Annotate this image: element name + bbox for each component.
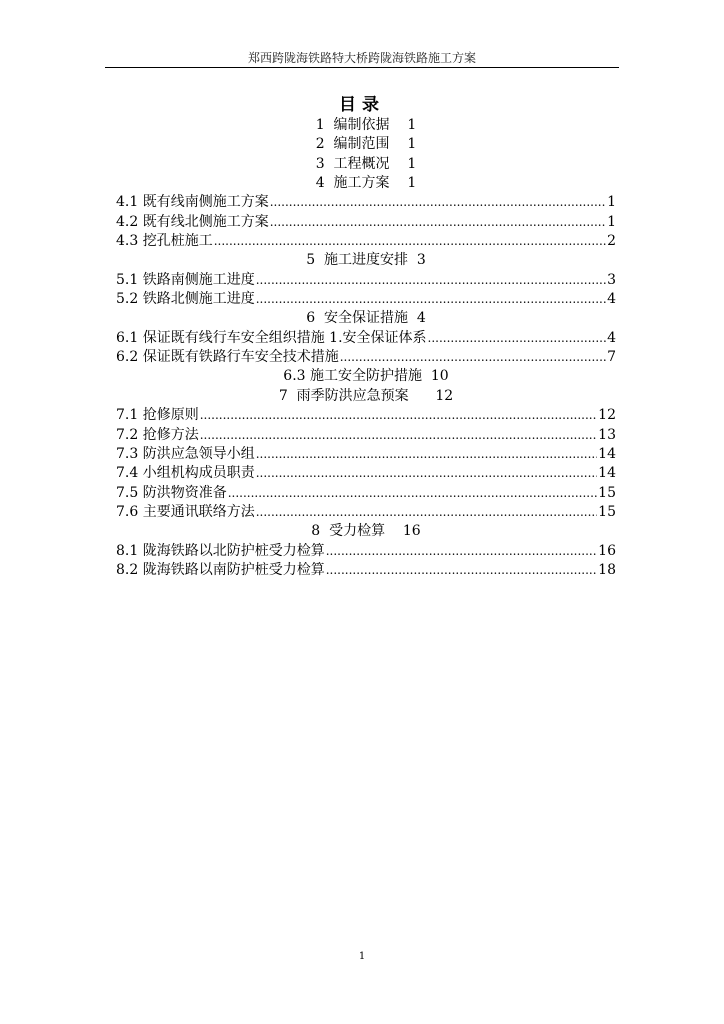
toc-section-heading[interactable]: 6.3 施工安全防护措施 10 [283,368,449,385]
toc-dot-leader [270,213,606,232]
toc-entry-page: 14 [598,445,616,462]
toc-entry-page: 1 [607,194,616,211]
toc-entry-page: 12 [598,407,616,424]
toc-section-heading[interactable]: 8 受力检算 16 [311,523,421,540]
toc-entry[interactable] [116,290,616,309]
toc-dot-leader [200,406,597,425]
toc-entry-title: 7.6 主要通讯联络方法 [116,503,255,520]
toc-dot-leader [214,232,606,251]
toc-entry-title: 8.2 陇海铁路以南防护桩受力检算 [116,561,325,578]
toc-entry-page: 4 [607,329,616,346]
toc-dot-leader [256,445,597,464]
toc-dot-leader [256,503,597,522]
toc-entry-title: 4.2 既有线北侧施工方案 [116,213,269,230]
toc-entry-title: 4.1 既有线南侧施工方案 [116,194,269,211]
toc-dot-leader [200,426,597,445]
toc-entry[interactable] [116,445,616,464]
toc-section-heading[interactable]: 7 雨季防洪应急预案 12 [278,387,454,404]
toc-dot-leader [326,561,597,580]
toc-entry[interactable] [116,561,616,580]
toc-entry-title: 6.1 保证既有线行车安全组织措施 1.安全保证体系 [116,329,427,346]
toc-dot-leader [256,464,597,483]
toc-section-heading[interactable]: 3 工程概况 1 [315,155,417,172]
toc-entry-title: 7.5 防洪物资准备 [116,484,227,501]
toc-dot-leader [256,271,606,290]
toc-title: 目录 [339,95,385,115]
toc-entry-page: 16 [598,542,616,559]
toc-entry-page: 13 [598,426,616,443]
toc-section-heading[interactable]: 5 施工进度安排 3 [306,252,426,269]
toc-entry[interactable] [116,213,616,232]
toc-entry[interactable] [116,232,616,251]
toc-entry-page: 14 [598,465,616,482]
toc-entry[interactable] [116,348,616,367]
toc-entry-page: 15 [598,503,616,520]
toc-entry-title: 4.3 挖孔桩施工 [116,233,213,250]
toc-entry[interactable] [116,464,616,483]
toc-section-heading[interactable]: 6 安全保证措施 4 [306,310,426,327]
page-header: 郑西跨陇海铁路特大桥跨陇海铁路施工方案 [247,51,476,65]
toc-entry-title: 7.2 抢修方法 [116,426,199,443]
toc-entry[interactable] [116,426,616,445]
toc-dot-leader [270,193,606,212]
toc-entry-title: 5.2 铁路北侧施工进度 [116,291,255,308]
page-number: 1 [358,951,366,962]
toc-entry-title: 6.2 保证既有铁路行车安全技术措施 [116,349,339,366]
toc-entry-page: 18 [598,561,616,578]
toc-entry-title: 7.3 防洪应急领导小组 [116,445,255,462]
toc-entry[interactable] [116,329,616,348]
toc-section-heading[interactable]: 1 编制依据 1 [315,117,417,133]
toc-entry-title: 7.4 小组机构成员职责 [116,465,255,482]
toc-entry[interactable] [116,406,616,425]
toc-section-heading[interactable]: 4 施工方案 1 [315,175,417,192]
toc-dot-leader [326,542,597,561]
toc-entry-page: 7 [607,349,616,366]
toc-entry[interactable] [116,271,616,290]
toc-entry-list [116,193,616,580]
toc-entry[interactable] [116,542,616,561]
toc-entry-title: 8.1 陇海铁路以北防护桩受力检算 [116,542,325,559]
toc-entry-page: 15 [598,484,616,501]
toc-entry[interactable] [116,484,616,503]
toc-entry-page: 3 [607,271,616,288]
toc-entry-page: 4 [607,291,616,308]
header-divider [105,67,619,68]
toc-dot-leader [256,290,606,309]
toc-entry[interactable] [116,503,616,522]
toc-entry-title: 7.1 抢修原则 [116,407,199,424]
toc-entry-page: 2 [607,233,616,250]
toc-entry-title: 5.1 铁路南侧施工进度 [116,271,255,288]
toc-dot-leader [228,484,597,503]
toc-dot-leader [428,329,607,348]
toc-dot-leader [340,348,606,367]
toc-entry[interactable] [116,193,616,212]
table-of-contents [116,116,616,580]
toc-entry-page: 1 [607,213,616,230]
toc-section-heading[interactable]: 2 编制范围 1 [315,136,417,153]
